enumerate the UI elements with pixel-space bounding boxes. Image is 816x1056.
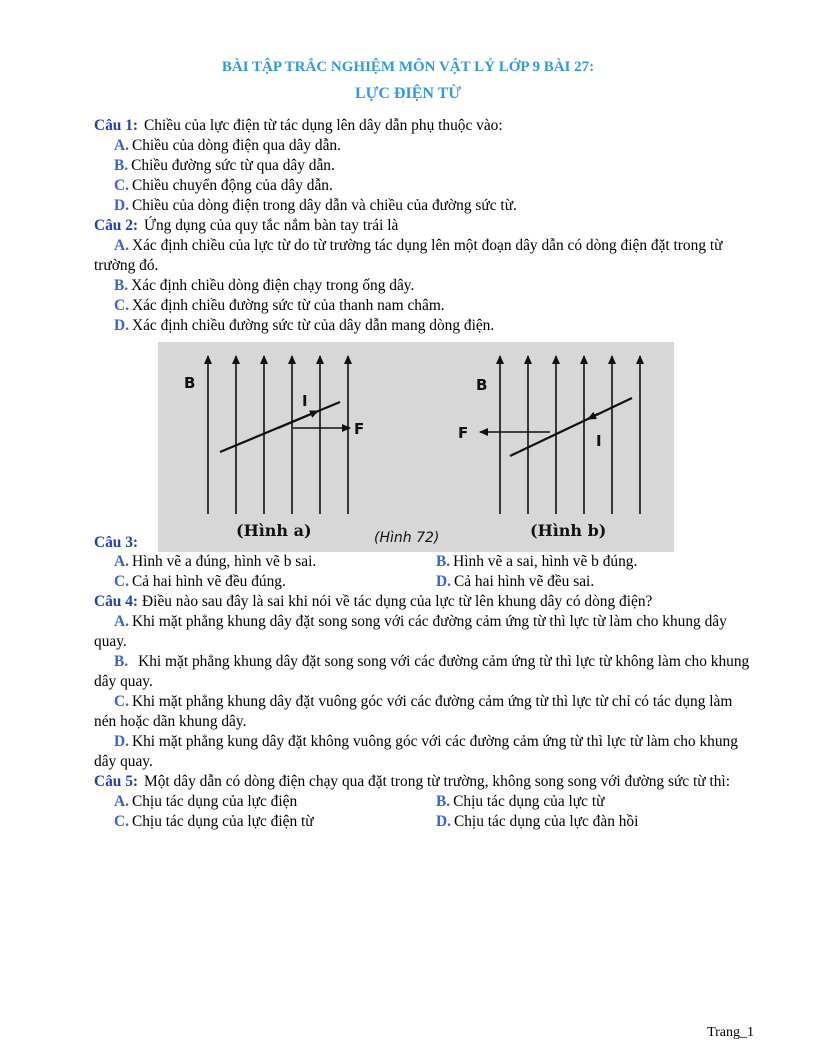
option-1b[interactable] bbox=[94, 156, 758, 176]
document-title: BÀI TẬP TRẮC NGHIỆM MÔN VẬT LÝ LỚP 9 BÀI 27: bbox=[221, 59, 595, 75]
option-text: Hình vẽ a đúng, hình vẽ b sai. bbox=[131, 553, 317, 570]
option-label: A. bbox=[114, 137, 129, 154]
option-label: A. bbox=[114, 613, 129, 630]
question-text: Ứng dụng của quy tắc nắm bàn tay trái là bbox=[144, 217, 399, 234]
question-2 bbox=[94, 216, 758, 236]
magnetic-field-diagram bbox=[158, 342, 674, 552]
option-label: B. bbox=[436, 553, 451, 570]
page-number: Trang_1 bbox=[707, 1025, 754, 1040]
option-4b[interactable] bbox=[94, 652, 758, 692]
option-label: C. bbox=[114, 573, 129, 590]
option-label: A. bbox=[114, 237, 129, 254]
option-3d[interactable] bbox=[436, 572, 758, 592]
option-1d[interactable] bbox=[94, 196, 758, 216]
document-subtitle: LỰC ĐIỆN TỪ bbox=[354, 85, 462, 102]
option-5c[interactable] bbox=[114, 812, 436, 832]
option-3a[interactable] bbox=[114, 552, 436, 572]
label-f-a: F bbox=[354, 420, 365, 438]
question-number: Câu 2: bbox=[94, 217, 139, 234]
options-row-3cd bbox=[94, 572, 758, 592]
option-2d[interactable] bbox=[94, 316, 758, 336]
caption-main: (Hình 72) bbox=[374, 530, 440, 546]
option-label: B. bbox=[114, 277, 129, 294]
option-text: Chiều của dòng điện trong dây dẫn và chiều của đường sức từ. bbox=[131, 197, 517, 214]
option-4d[interactable] bbox=[94, 732, 758, 772]
question-number: Câu 4: bbox=[94, 593, 139, 610]
option-label: D. bbox=[436, 813, 451, 830]
option-text: Khi mặt phẳng khung dây đặt song song với các đường cảm ứng từ thì lực từ không làm cho khung dây quay. bbox=[94, 653, 750, 690]
option-label: D. bbox=[114, 733, 129, 750]
option-label: D. bbox=[436, 573, 451, 590]
option-label: C. bbox=[114, 813, 129, 830]
question-text: Một dây dẫn có dòng điện chạy qua đặt trong từ trường, không song song với đường sức từ thì: bbox=[144, 773, 730, 790]
questions-container bbox=[94, 116, 758, 832]
question-4 bbox=[94, 592, 758, 612]
label-b-a: B bbox=[184, 374, 196, 392]
caption-b: (Hình b) bbox=[530, 521, 607, 540]
question-1 bbox=[94, 116, 758, 136]
option-1c[interactable] bbox=[94, 176, 758, 196]
option-text: Xác định chiều đường sức từ của dây dẫn mang dòng điện. bbox=[131, 317, 495, 334]
option-label: A. bbox=[114, 793, 129, 810]
label-i-a: I bbox=[302, 392, 308, 410]
question-number: Câu 5: bbox=[94, 773, 139, 790]
current-arrow-a bbox=[278, 411, 318, 428]
option-label: C. bbox=[114, 297, 129, 314]
option-text: Chiều đường sức từ qua dây dẫn. bbox=[131, 157, 335, 174]
option-5b[interactable] bbox=[436, 792, 758, 812]
option-2a[interactable] bbox=[94, 236, 758, 276]
label-f-b: F bbox=[458, 424, 469, 442]
physics-figure bbox=[158, 342, 674, 552]
option-text: Chịu tác dụng của lực điện bbox=[131, 793, 298, 810]
option-label: D. bbox=[114, 197, 129, 214]
option-text: Chiều của dòng điện qua dây dẫn. bbox=[131, 137, 341, 154]
option-2b[interactable] bbox=[94, 276, 758, 296]
option-2c[interactable] bbox=[94, 296, 758, 316]
option-label: B. bbox=[114, 653, 129, 670]
current-arrow-b bbox=[588, 414, 598, 419]
question-text: Điều nào sau đây là sai khi nói về tác dụng của lực từ lên khung dây có dòng điện? bbox=[142, 593, 653, 610]
option-text: Chịu tác dụng của lực từ bbox=[453, 793, 605, 810]
question-number: Câu 1: bbox=[94, 117, 139, 134]
option-5d[interactable] bbox=[436, 812, 758, 832]
option-1a[interactable] bbox=[94, 136, 758, 156]
option-text: Chịu tác dụng của lực đàn hồi bbox=[453, 813, 639, 830]
options-row-3ab bbox=[94, 552, 758, 572]
question-number: Câu 3: bbox=[94, 534, 139, 551]
option-text: Chịu tác dụng của lực điện từ bbox=[131, 813, 314, 830]
option-4c[interactable] bbox=[94, 692, 758, 732]
option-label: C. bbox=[114, 693, 129, 710]
option-label: B. bbox=[436, 793, 451, 810]
option-text: Chiều chuyển động của dây dẫn. bbox=[131, 177, 333, 194]
field-lines-a bbox=[208, 356, 348, 514]
option-3b[interactable] bbox=[436, 552, 758, 572]
option-label: C. bbox=[114, 177, 129, 194]
option-text: Cả hai hình vẽ đều đúng. bbox=[131, 573, 286, 590]
option-text: Xác định chiều của lực từ do từ trường tác dụng lên một đoạn dây dẫn có dòng điện đặt trong từ trường đó. bbox=[94, 237, 723, 274]
option-label: B. bbox=[114, 157, 129, 174]
field-lines-b bbox=[500, 356, 640, 514]
option-text: Cả hai hình vẽ đều sai. bbox=[453, 573, 595, 590]
question-text: Chiều của lực điện từ tác dụng lên dây dẫn phụ thuộc vào: bbox=[144, 117, 503, 134]
option-label: D. bbox=[114, 317, 129, 334]
question-5 bbox=[94, 772, 758, 792]
option-text: Xác định chiều dòng điện chạy trong ống dây. bbox=[131, 277, 415, 294]
label-i-b: I bbox=[596, 432, 602, 450]
option-text: Xác định chiều đường sức từ của thanh nam châm. bbox=[131, 297, 445, 314]
option-text: Khi mặt phẳng khung dây đặt vuông góc với các đường cảm ứng từ thì lực từ chỉ có tác dụng làm nén hoặc dãn khung dây. bbox=[94, 693, 733, 730]
question-3 bbox=[94, 338, 758, 552]
label-b-b: B bbox=[476, 376, 488, 394]
options-row-5cd bbox=[94, 812, 758, 832]
option-text: Hình vẽ a sai, hình vẽ b đúng. bbox=[453, 553, 638, 570]
option-3c[interactable] bbox=[114, 572, 436, 592]
option-text: Khi mặt phẳng khung dây đặt song song với các đường cảm ứng từ thì lực từ làm cho khung dây quay. bbox=[94, 613, 727, 650]
option-4a[interactable] bbox=[94, 612, 758, 652]
caption-a: (Hình a) bbox=[236, 521, 312, 540]
option-text: Khi mặt phẳng kung dây đặt không vuông góc với các đường cảm ứng từ thì lực từ làm cho khung dây quay. bbox=[94, 733, 738, 770]
options-row-5ab bbox=[94, 792, 758, 812]
option-label: A. bbox=[114, 553, 129, 570]
option-5a[interactable] bbox=[114, 792, 436, 812]
